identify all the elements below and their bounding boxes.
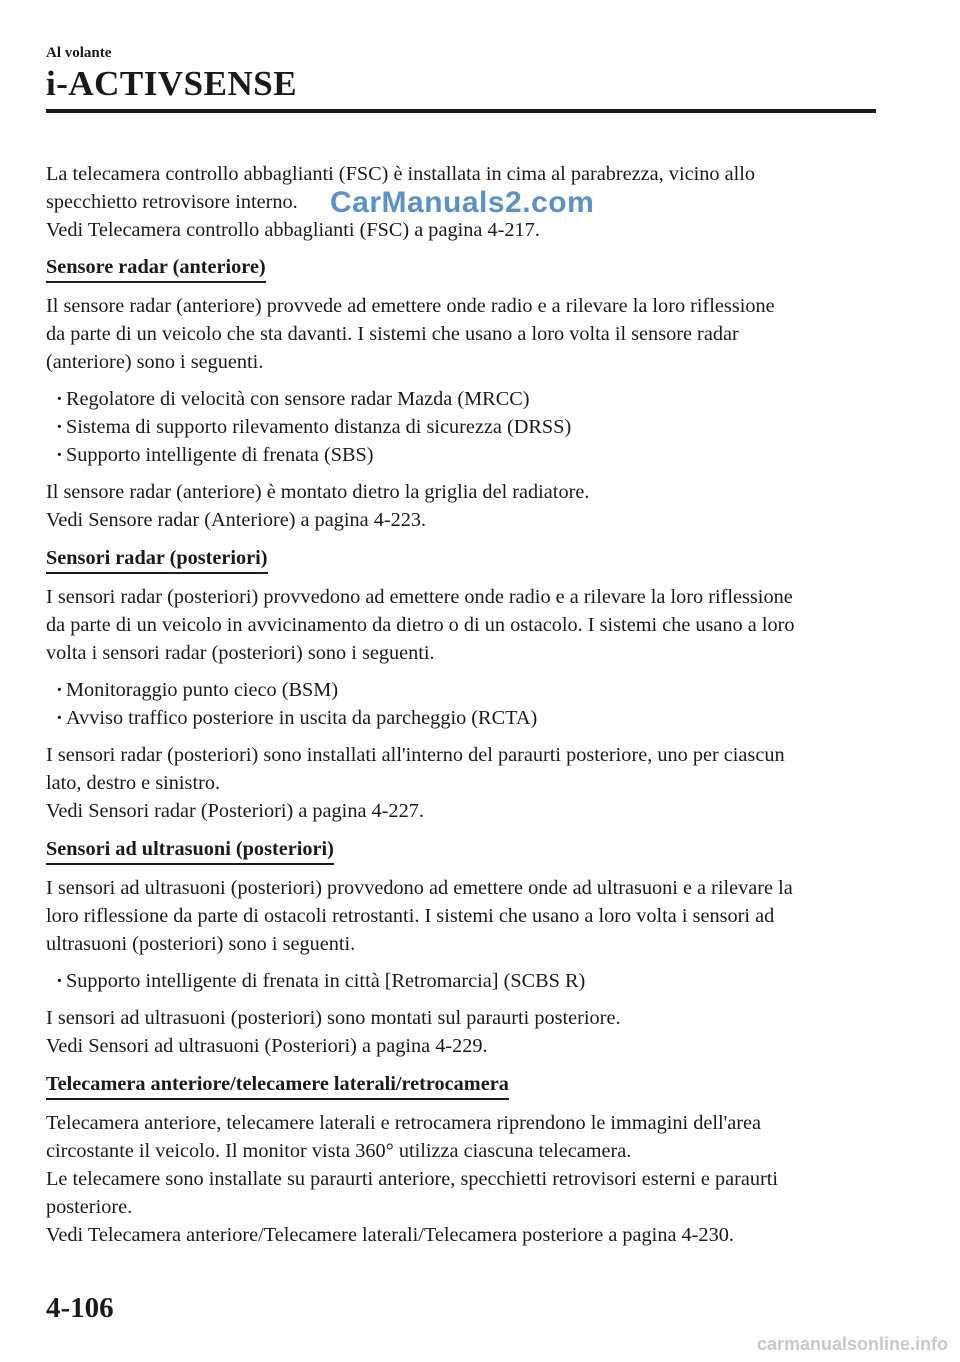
text-line: loro riflessione da parte di ostacoli retrostanti. I sistemi che usano a loro volta i sensori ad [46,905,775,927]
text-line: I sensori radar (posteriori) provvedono ad emettere onde radio e a rilevare la loro riflessione [46,586,793,608]
chapter-title: i-ACTIVSENSE [46,64,298,103]
text-line: (anteriore) sono i seguenti. [46,351,264,373]
watermark-logo: CarManuals2.com [330,186,595,219]
section-heading: Telecamera anteriore/telecamere laterali/retrocamera [46,1070,509,1100]
text-line: Le telecamere sono installate su paraurti anteriore, specchietti retrovisori esterni e paraurti [46,1168,779,1190]
text-line: Il sensore radar (anteriore) è montato dietro la griglia del radiatore. [46,481,590,503]
section-paragraph [46,583,876,667]
section-paragraph [46,1004,876,1060]
text-line: Vedi Sensori ad ultrasuoni (Posteriori) a pagina 4-229. [46,1035,488,1057]
section-paragraph [46,292,876,376]
text-line: specchietto retrovisore interno. [46,191,298,213]
list-item: · Regolatore di velocità con sensore radar Mazda (MRCC) [60,385,876,413]
text-line: I sensori ad ultrasuoni (posteriori) sono montati sul paraurti posteriore. [46,1007,621,1029]
section-heading: Sensori radar (posteriori) [46,544,268,574]
section-paragraph [46,478,876,534]
list-item: · Avviso traffico posteriore in uscita da parcheggio (RCTA) [60,704,876,732]
text-line: Vedi Telecamera controllo abbaglianti (FSC) a pagina 4-217. [46,219,540,241]
text-line: Vedi Telecamera anteriore/Telecamere laterali/Telecamera posteriore a pagina 4-230. [46,1224,734,1246]
text-line: circostante il veicolo. Il monitor vista 360° utilizza ciascuna telecamera. [46,1140,632,1162]
watermark-url: carmanualsonline.info [756,1334,948,1354]
text-line: lato, destro e sinistro. [46,772,221,794]
text-line: posteriore. [46,1196,133,1218]
header-rule [46,109,876,113]
text-line: da parte di un veicolo in avvicinamento da dietro o di un ostacolo. I sistemi che usano a loro [46,614,795,636]
bullet-list [46,967,876,995]
list-item: · Supporto intelligente di frenata (SBS) [60,441,876,469]
text-line: Il sensore radar (anteriore) provvede ad emettere onde radio e a rilevare la loro riflessione [46,295,775,317]
bullet-list [46,385,876,469]
text-line: volta i sensori radar (posteriori) sono i seguenti. [46,642,435,664]
list-item: · Monitoraggio punto cieco (BSM) [60,676,876,704]
section-paragraph [46,741,876,825]
page-header [46,44,876,104]
text-line: ultrasuoni (posteriori) sono i seguenti. [46,933,356,955]
section-ultrasonic [46,835,876,1060]
list-item: · Supporto intelligente di frenata in città [Retromarcia] (SCBS R) [60,967,876,995]
section-paragraph [46,874,876,958]
page-number: 4-106 [46,1292,114,1324]
section-paragraph [46,1109,876,1249]
page-content [46,160,876,1259]
section-heading: Sensore radar (anteriore) [46,253,266,283]
text-line: Vedi Sensori radar (Posteriori) a pagina 4-227. [46,800,424,822]
text-line: da parte di un veicolo che sta davanti. I sistemi che usano a loro volta il sensore radar [46,323,739,345]
section-label: Al volante [46,45,112,61]
bullet-list [46,676,876,732]
text-line: I sensori radar (posteriori) sono installati all'interno del paraurti posteriore, uno per ciascun [46,744,785,766]
section-front-radar [46,253,876,534]
text-line: I sensori ad ultrasuoni (posteriori) provvedono ad emettere onde ad ultrasuoni e a rilevare la [46,877,793,899]
section-cameras [46,1070,876,1249]
text-line: La telecamera controllo abbaglianti (FSC) è installata in cima al parabrezza, vicino allo [46,163,755,185]
section-heading: Sensori ad ultrasuoni (posteriori) [46,835,334,865]
list-item: · Sistema di supporto rilevamento distanza di sicurezza (DRSS) [60,413,876,441]
text-line: Telecamera anteriore, telecamere laterali e retrocamera riprendono le immagini dell'area [46,1112,762,1134]
section-rear-radar [46,544,876,825]
text-line: Vedi Sensore radar (Anteriore) a pagina 4-223. [46,509,427,531]
